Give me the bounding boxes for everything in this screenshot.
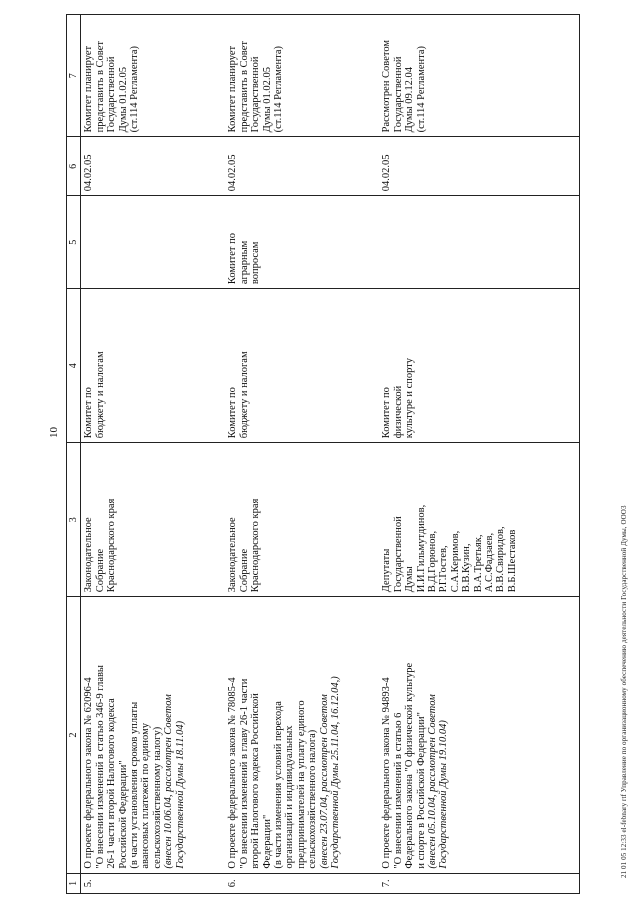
status-note — [225, 15, 379, 137]
bill-title-line: сельскохозяйственному налогу) — [151, 726, 163, 869]
status-note-line: Рассмотрен Советом — [381, 39, 393, 133]
bill-title-line: (в части установления сроков уплаты — [129, 701, 141, 869]
responsible-committee — [379, 289, 580, 443]
co-committee-line: вопросам — [250, 241, 262, 285]
responsible-committee — [225, 289, 379, 443]
column-header-5: 5 — [67, 196, 81, 289]
bill-title — [225, 597, 379, 873]
column-header-1: 1 — [67, 873, 81, 893]
status-note-line: Государственной — [250, 56, 262, 133]
co-committee — [81, 196, 226, 289]
co-committee-line: аграрным — [238, 240, 250, 285]
responsible-committee — [81, 289, 226, 443]
table-row — [379, 15, 580, 894]
planned-date — [225, 137, 379, 196]
row-number — [225, 873, 379, 893]
status-note — [379, 15, 580, 137]
responsible-committee-line: физической — [392, 385, 404, 439]
footer-print-line: 21 01 05 12:33 el-febnary rtf Управление по организационному обеспечению деятельности Государственной Думы, ООО3 — [620, 505, 628, 878]
status-note-line: Государственной — [106, 56, 118, 133]
status-note-line: (ст.114 Регламента) — [415, 45, 427, 133]
bill-author-line: Думы — [404, 566, 416, 593]
row-number — [379, 873, 580, 893]
page-number: 10 — [48, 427, 60, 438]
responsible-committee-line: культуре и спорту — [404, 358, 416, 439]
bill-title-line: (внесен 23.07.04, рассмотрен Советом — [318, 694, 330, 869]
co-committee — [225, 196, 379, 289]
status-note-line: Комитет планирует — [227, 45, 239, 133]
status-note-line: Думы 01.02.05 — [117, 67, 129, 133]
status-note-line: Думы 09.12.04 — [404, 67, 416, 133]
column-header-6: 6 — [67, 137, 81, 196]
planned-date-text: 04.02.05 — [83, 154, 95, 192]
bill-title — [81, 597, 226, 873]
status-note-line: (ст.114 Регламента) — [273, 45, 285, 133]
row-number-text: 6. — [227, 879, 239, 888]
row-number-text: 5. — [83, 879, 95, 888]
status-note-line: представить в Совет — [238, 41, 250, 133]
bill-author-line: Р.Г.Гостев, — [438, 545, 450, 593]
bill-title-line: второй Налогового кодекса Российской — [250, 693, 262, 869]
bill-title-line: О проекте федерального закона № 62096-4 — [83, 677, 95, 869]
bill-author — [225, 443, 379, 597]
planned-date — [379, 137, 580, 196]
bill-title-line: Государственной Думы 19.10.04) — [438, 720, 450, 869]
bill-title-line: и спорте в Российской Федерации" — [415, 712, 427, 869]
planned-date-text: 04.02.05 — [381, 154, 393, 192]
bill-title-line: предпринимателей на уплату единого — [295, 700, 307, 869]
status-note-line: Государственной — [392, 56, 404, 133]
bill-title-line: "О внесении изменений в статью 346-9 главы — [94, 665, 106, 869]
responsible-committee-line: Комитет по — [83, 387, 95, 439]
row-number — [81, 873, 226, 893]
bill-author-line: Собрание — [238, 548, 250, 593]
status-note-line: (ст.114 Регламента) — [129, 45, 141, 133]
bill-title-line: "О внесении изменений в главу 26-1 части — [238, 678, 250, 869]
bill-title-line: 26-1 части второй Налогового кодекса — [106, 698, 118, 869]
co-committee — [379, 196, 580, 289]
bill-title-line: Государственной Думы 18.11.04) — [174, 720, 186, 869]
bill-title-line: авансовых платежей по единому — [140, 723, 152, 869]
bill-author-line: В.Д.Горюнов, — [427, 530, 439, 593]
bill-author-line: В.В.Свиридов, — [495, 526, 507, 593]
bill-author-line: В.Б.Шестаков — [506, 529, 518, 593]
bill-author-line: Краснодарского края — [106, 498, 118, 593]
status-note-line: Комитет планирует — [83, 45, 95, 133]
planned-date-text: 04.02.05 — [227, 154, 239, 192]
bill-title-line: (в части изменения условий перехода — [273, 701, 285, 869]
status-note — [81, 15, 226, 137]
responsible-committee-line: Комитет по — [227, 387, 239, 439]
bill-author — [81, 443, 226, 597]
bill-author-line: А.С.Фадзаев, — [484, 532, 496, 593]
responsible-committee-line: бюджету и налогам — [238, 351, 250, 439]
column-header-2: 2 — [67, 597, 81, 873]
bill-title-line: О проекте федерального закона № 78085-4 — [227, 677, 239, 869]
responsible-committee-line: бюджету и налогам — [94, 351, 106, 439]
bill-title-line: (внесен 10.06.04, рассмотрен Советом — [163, 694, 175, 869]
bill-title-line: "О внесении изменений в статью 6 — [392, 712, 404, 869]
bill-title-line: (внесен 05.10.04, рассмотрен Советом — [427, 694, 439, 869]
table-row — [225, 15, 379, 894]
bill-title-line: организаций и индивидуальных — [284, 725, 296, 869]
bill-title-line: О проекте федерального закона № 94893-4 — [381, 677, 393, 869]
bill-author-line: В.А.Третьяк, — [472, 534, 484, 593]
column-header-3: 3 — [67, 443, 81, 597]
bill-title-line: Государственной Думы 25.11.04, 16.12.04,) — [330, 676, 342, 869]
bills-table — [66, 14, 580, 894]
row-number-text: 7. — [381, 879, 393, 888]
bill-title-line: Федерального закона "О физической культуре — [404, 662, 416, 869]
bill-author-line: Собрание — [94, 548, 106, 593]
bill-title — [379, 597, 580, 873]
bill-author-line: И.И.Гильмутдинов, — [415, 504, 427, 593]
bill-author-line: В.В.Кузин, — [461, 543, 473, 593]
bill-title-line: Федерации" — [261, 814, 273, 869]
responsible-committee-line: Комитет по — [381, 387, 393, 439]
bill-author-line: Депутаты — [381, 548, 393, 593]
table-row — [81, 15, 226, 894]
bill-title-line: Российской Федерации" — [117, 760, 129, 869]
status-note-line: Думы 01.02.05 — [261, 67, 273, 133]
bill-author-line: Законодательное — [227, 517, 239, 593]
co-committee-line: Комитет по — [227, 233, 239, 285]
column-header-4: 4 — [67, 289, 81, 443]
bill-author-line: Краснодарского края — [250, 498, 262, 593]
column-header-7: 7 — [67, 15, 81, 137]
bill-author — [379, 443, 580, 597]
planned-date — [81, 137, 226, 196]
bill-author-line: Государственной — [392, 516, 404, 593]
bill-author-line: С.А.Керимов, — [449, 530, 461, 593]
status-note-line: представить в Совет — [94, 41, 106, 133]
bill-author-line: Законодательное — [83, 517, 95, 593]
bill-title-line: сельскохозяйственного налога) — [307, 729, 319, 869]
header-row — [67, 15, 81, 894]
